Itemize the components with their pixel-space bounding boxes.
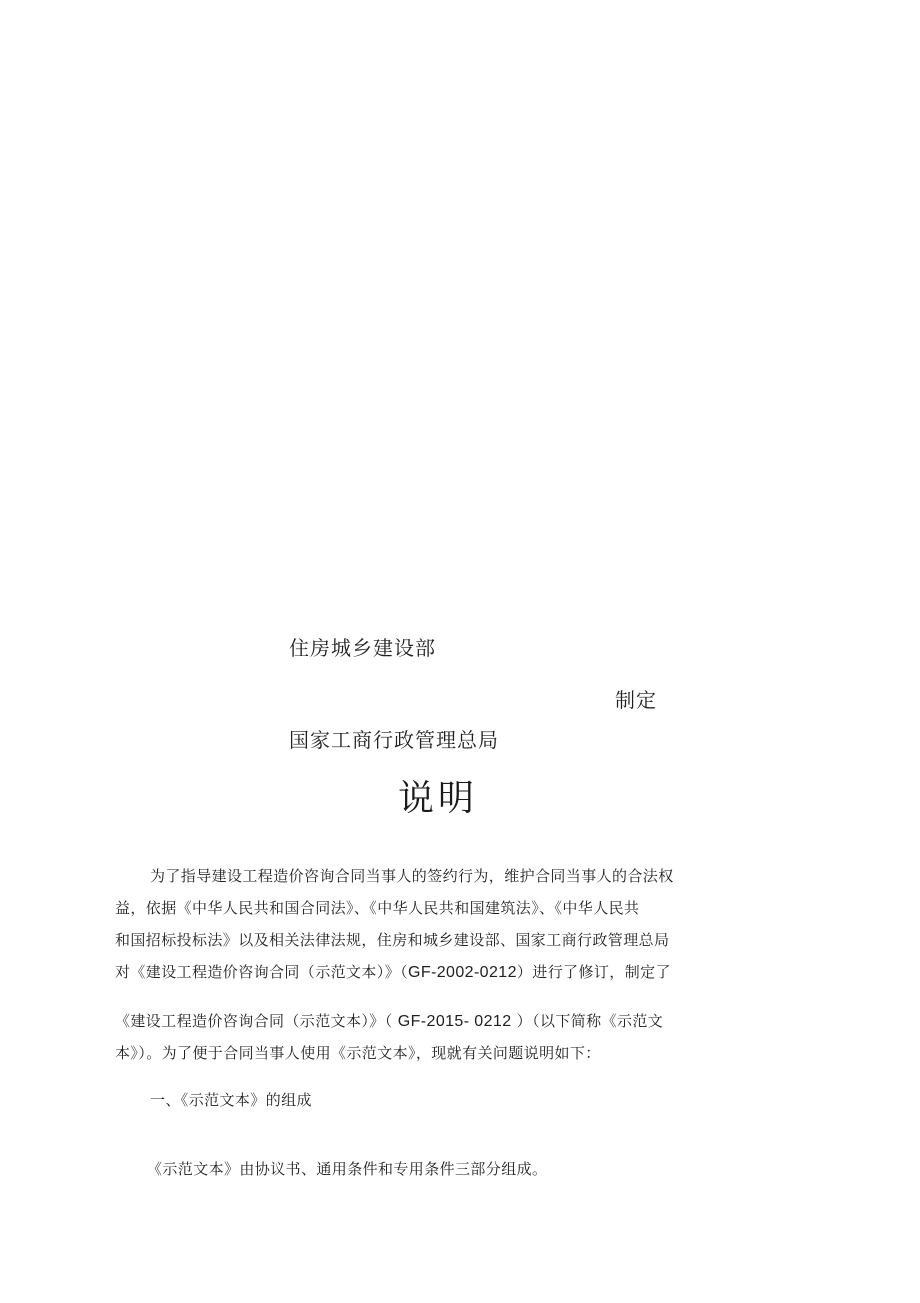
paragraph-text: ）进行了修订，制定了 — [516, 963, 671, 981]
paragraph-line — [115, 1010, 663, 1031]
paragraph-line — [115, 961, 671, 982]
issuer-ministry-housing: 住房城乡建设部 — [289, 636, 436, 660]
page-title: 说明 — [398, 778, 479, 819]
paragraph-line: 本》）。为了便于合同当事人使用《示范文本》，现就有关问题说明如下： — [115, 1044, 601, 1062]
paragraph-line: 为了指导建设工程造价咨询合同当事人的签约行为，维护合同当事人的合法权 — [150, 867, 674, 885]
paragraph-text: 对《建设工程造价咨询合同（示范文本）》（ — [115, 963, 409, 981]
issuer-administration-commerce: 国家工商行政管理总局 — [289, 728, 499, 752]
section-text: 《示范文本》由协议书、通用条件和专用条件三部分组成。 — [147, 1160, 548, 1178]
standard-code: GF-2002-0212 — [408, 964, 517, 981]
paragraph-text: 《建设工程造价咨询合同（示范文本）》（ — [115, 1012, 398, 1030]
paragraph-line: 和国招标投标法》以及相关法律法规，住房和城乡建设部、国家工商行政管理总局 — [115, 931, 670, 949]
section-heading: 一、《示范文本》的组成 — [150, 1091, 312, 1109]
standard-code: GF-2015- 0212 — [397, 1013, 512, 1030]
paragraph-text: ）（以下简称《示范文 — [511, 1012, 664, 1030]
paragraph-line: 益，依据《中华人民共和国合同法》、《中华人民共和国建筑法》、《中华人民共 — [115, 899, 640, 917]
issuer-action-label: 制定 — [615, 688, 657, 712]
